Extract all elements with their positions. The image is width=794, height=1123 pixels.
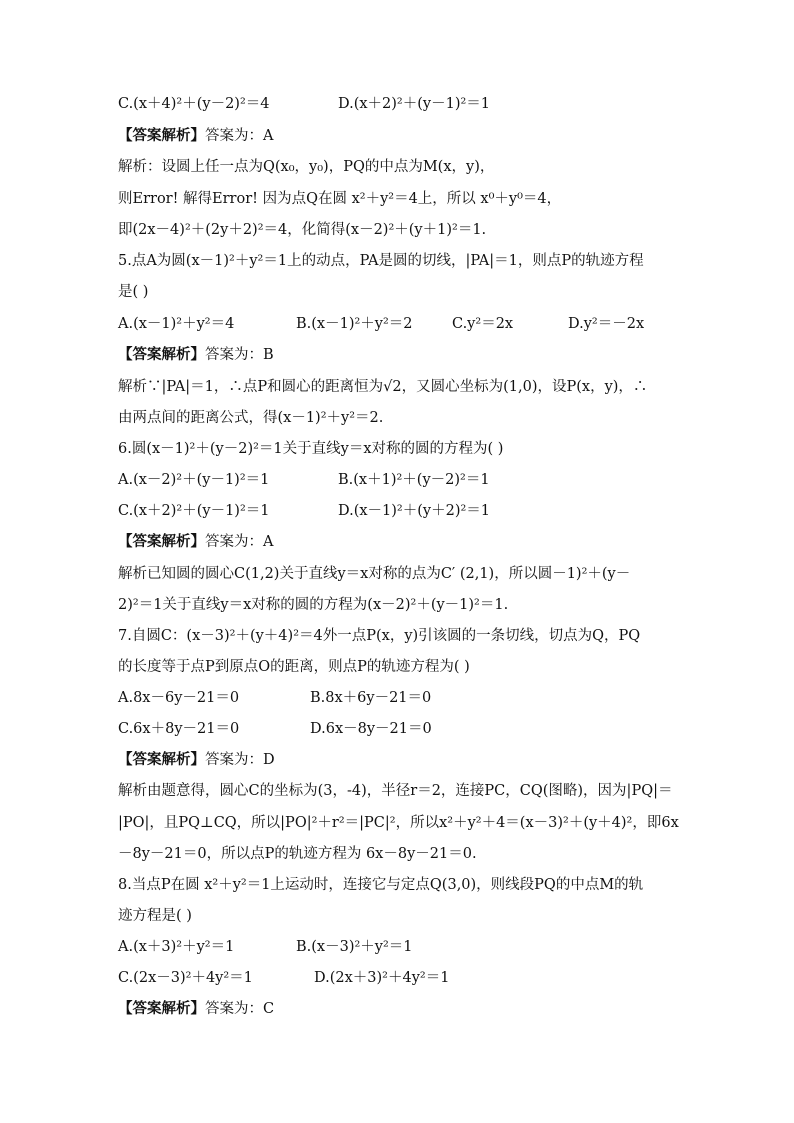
answer-line (118, 126, 734, 146)
answer-line (118, 999, 734, 1019)
answer-line (118, 345, 734, 365)
answer-label: 【答案解析】 (118, 127, 205, 144)
option: A.8x－6y－21＝0 (118, 690, 240, 706)
text-line: 则Error! 解得Error! 因为点Q在圆 x²＋y²＝4上，所以 x⁰＋y⁰＝4， (118, 191, 562, 207)
answer-label: 【答案解析】 (118, 533, 205, 550)
text-line: 2)²＝1关于直线y＝x对称的圆的方程为(x－2)²＋(y－1)²＝1. (118, 597, 509, 613)
question-6: 6.圆(x－1)²＋(y－2)²＝1关于直线y＝x对称的圆的方程为( ) (118, 441, 504, 457)
text-line: 解析：设圆上任一点为Q(x₀，y₀)，PQ的中点为M(x，y)， (118, 159, 495, 175)
answer-label: 【答案解析】 (118, 346, 205, 363)
text-line: 解析已知圆的圆心C(1,2)关于直线y＝x对称的点为C′ (2,1)，所以圆－1)²＋(y－ (118, 566, 631, 582)
text-line: |PO|，且PQ⊥CQ，所以|PO|²＋r²＝|PC|²，所以x²＋y²＋4＝(x－3)²＋(y＋4)²，即6x (118, 815, 679, 831)
question-8: 8.当点P在圆 x²＋y²＝1上运动时，连接它与定点Q(3,0)，则线段PQ的中点M的轨 (118, 877, 644, 893)
option: C.(2x－3)²＋4y²＝1 (118, 970, 253, 986)
text-line: 解析由题意得，圆心C的坐标为(3，-4)，半径r＝2，连接PC，CQ(图略)，因为|PQ|＝ (118, 783, 673, 799)
answer-label: 【答案解析】 (118, 1000, 205, 1017)
answer-text: 答案为：D (205, 752, 275, 768)
option: D.(2x＋3)²＋4y²＝1 (314, 970, 450, 986)
option: D.y²＝－2x (568, 316, 645, 332)
answer-line (118, 532, 734, 552)
option: D.6x－8y－21＝0 (310, 721, 432, 737)
option: A.(x－1)²＋y²＝4 (118, 316, 235, 332)
option: C.(x＋4)²＋(y－2)²＝4 (118, 96, 270, 112)
option: C.y²＝2x (452, 316, 514, 332)
option: A.(x＋3)²＋y²＝1 (118, 939, 235, 955)
option: D.(x－1)²＋(y＋2)²＝1 (338, 503, 491, 519)
answer-line (118, 750, 734, 770)
option: B.(x－3)²＋y²＝1 (296, 939, 413, 955)
text-line: 迹方程是( ) (118, 908, 192, 924)
option: B.8x＋6y－21＝0 (310, 690, 432, 706)
text-line: 由两点间的距离公式，得(x－1)²＋y²＝2. (118, 410, 384, 426)
text-line: 即(2x－4)²＋(2y＋2)²＝4，化简得(x－2)²＋(y＋1)²＝1. (118, 222, 487, 238)
answer-text: 答案为：B (205, 347, 274, 363)
option: A.(x－2)²＋(y－1)²＝1 (118, 472, 270, 488)
question-5: 5.点A为圆(x－1)²＋y²＝1上的动点，PA是圆的切线，|PA|＝1，则点P的轨迹方程 (118, 253, 644, 269)
option: B.(x－1)²＋y²＝2 (296, 316, 413, 332)
option: D.(x＋2)²＋(y－1)²＝1 (338, 96, 491, 112)
answer-text: 答案为：C (205, 1001, 275, 1017)
option: C.6x＋8y－21＝0 (118, 721, 240, 737)
text-line: 的长度等于点P到原点O的距离，则点P的轨迹方程为( ) (118, 659, 470, 675)
answer-text: 答案为：A (205, 128, 274, 144)
answer-text: 答案为：A (205, 534, 274, 550)
text-line: 是( ) (118, 284, 149, 300)
question-7: 7.自圆C：(x－3)²＋(y＋4)²＝4外一点P(x，y)引该圆的一条切线，切点为Q，PQ (118, 628, 641, 644)
answer-label: 【答案解析】 (118, 751, 205, 768)
text-line: －8y－21＝0，所以点P的轨迹方程为 6x－8y－21＝0. (118, 846, 477, 862)
option: B.(x＋1)²＋(y－2)²＝1 (338, 472, 490, 488)
text-line: 解析∵|PA|＝1，∴点P和圆心的距离恒为√2，又圆心坐标为(1,0)，设P(x，y)，∴ (118, 379, 648, 395)
option: C.(x＋2)²＋(y－1)²＝1 (118, 503, 270, 519)
